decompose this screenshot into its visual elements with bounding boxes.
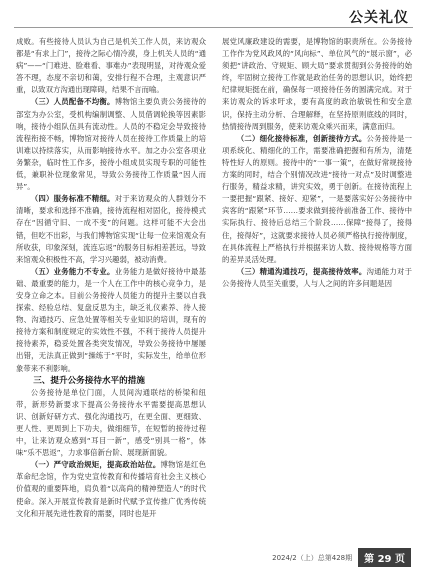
paragraph: 成败。有些接待人员认为自己是机关工作人员，来访观众都是“有求上门”，接待之际心情冷漠，身上机关人员的“通病”——“门难进、脸难看、事难办”表现明显，对待观众爱答不理，态度不亲切和蔼，安排行程不合理，主观意识严重，以致双方沟通出现障碍，结果不言而喻。 [16, 37, 206, 95]
paragraph-text: 博物馆主要负责公务接待的部室为办公室，受机构编制调整、人员借调轮换等因素影响，接待小组队伍具有流动性。人员的不稳定会导致接待流程衔接不畅，博物馆对接待人员在接待工作质量上的培训难以持续落实，从而影响接待水平。加之办公室各项业务繁杂，临时性工作多，接待小组成员实现专职的可能性低，兼职补位现象常见，导致公务接待工作质量“因人而异”。 [16, 97, 206, 192]
subheading: （五）业务能力不专业。 [30, 266, 115, 276]
paragraph [16, 459, 206, 519]
subheading: （一）严守政治规矩，提高政治站位。 [30, 460, 161, 470]
subheading: （四）服务标准不精细。 [30, 194, 115, 204]
paragraph [16, 266, 206, 375]
section-heading: 三、提升公务接待水平的措施 [33, 375, 145, 386]
left-column [16, 36, 206, 520]
paragraph [222, 133, 412, 266]
paragraph-text: 博物馆是红色革命纪念馆，作为党史宣传教育和传播培育社会主义核心价值观的重要阵地，肩负着“以高尚的精神塑造人”的时代使命。深入开展宣传教育是新时代赋予宣传推广优秀传统文化和开展先进性教育的需要，同时也是开 [16, 460, 206, 518]
issue-info: 2024/2（上）总第428期 [272, 553, 353, 562]
paragraph [16, 96, 206, 193]
subheading: （三）精通沟通技巧，提高接待效率。 [236, 266, 367, 276]
paragraph-text: 公务接待是一项系统化、精细化的工作，需要准确把握和有所为，清楚特性好人的原则。接待中的“一事一策”，在做好常规接待方案的同时，结合个别情况改进“接待一对点”及时调整进行服务，精益求精，讲究实效，勇于创新。在接待流程上一要把握“跟紧、接好、迎紧”，一是要落实好公务接待中宾客的“跟紧”环节……要求做到接待前准备工作、接待中实际执行、接待后总结三个阶段……保障“接得了，接得住，接得好”，这就要求接待人员必须严格执行接待制度，在具体流程上严格执行并根据来访人数、接待规格等方面的差异灵活处理。 [222, 133, 412, 264]
paragraph-text: 业务能力是做好接待中最基础、最重要的能力，是一个人在工作中的核心竞争力，是安身立命之本。目前公务接待人员能力的提升主要以自我探索、经验总结、复盘反思为主，缺乏礼仪素养、待人接物、沟通技巧、应急处置等相关专业知识的培训，现有的接待方案和制度规定的实效性不强，不利于接待人员提升接待素养，稳妥处置各类突发情况，导致公务接待中屡屡出错，无法真正做到“操练于”平时，实际发生，给单位形象带来不利影响。 [16, 266, 206, 373]
paragraph-text: 沟通能力对于公务接待人员至关重要，人与人之间的许多问题是因 [222, 266, 412, 288]
page-header [0, 0, 427, 30]
subheading: （三）人员配备不均衡。 [30, 97, 115, 107]
section-title: 公关礼仪 [349, 10, 409, 26]
header-rule [14, 27, 413, 28]
subheading: （二）细化接待标准，创新接待方式。 [236, 133, 367, 143]
paragraph [222, 266, 412, 290]
page-footer [272, 548, 411, 567]
right-column [222, 36, 412, 290]
page-number: 第 29 页 [358, 548, 411, 567]
paragraph: 展党风廉政建设的需要，是博物馆的职责所在。公务接待工作作为党风政风的“风向标”、单位风气的“展示窗”，必须把“讲政治、守规矩、顾大局”要求贯彻到公务接待的始终，牢固树立接待工作就是政治任务的思想认识，始终把纪律规矩挺在前，确保每一项接待任务的圆满完成。对于来访观众的诉求吁求，要有高度的政治敏锐性和安全意识，保持主动分析、合理解释，在坚持原则底线的同时，热情接待周到服务，使来访观众乘兴而来，满意而归。 [222, 37, 412, 131]
paragraph [16, 193, 206, 266]
paragraph: 公务接待是单位门面，人员间沟通联结的桥梁和纽带，新形势新要求下提高公务接待水平需要提高思想认识、创新好研方式、强化沟通技巧，在更全面、更细致、更人性、更周到上下功夫，做细细节，在短暂的接待过程中，让来访观众感到“耳目一新”，感受“别具一格”，体味“乐不思返”，力求事倍新台阶、展现新面貌。 [16, 387, 206, 458]
paragraph-text: 对于来访观众的人群划分不清晰，要求和选择不准确，接待流程相对固化，接待模式存在“因循守旧、一成不变”的问题。这样可能不大会出错，但吃不出彩，与我们博物馆实现“让每一位来馆观众有所收获，印象深刻，流连忘返”的服务目标相差甚远，导致来馆观众积极性不高，学习兴趣弱，被动消费。 [16, 194, 206, 264]
